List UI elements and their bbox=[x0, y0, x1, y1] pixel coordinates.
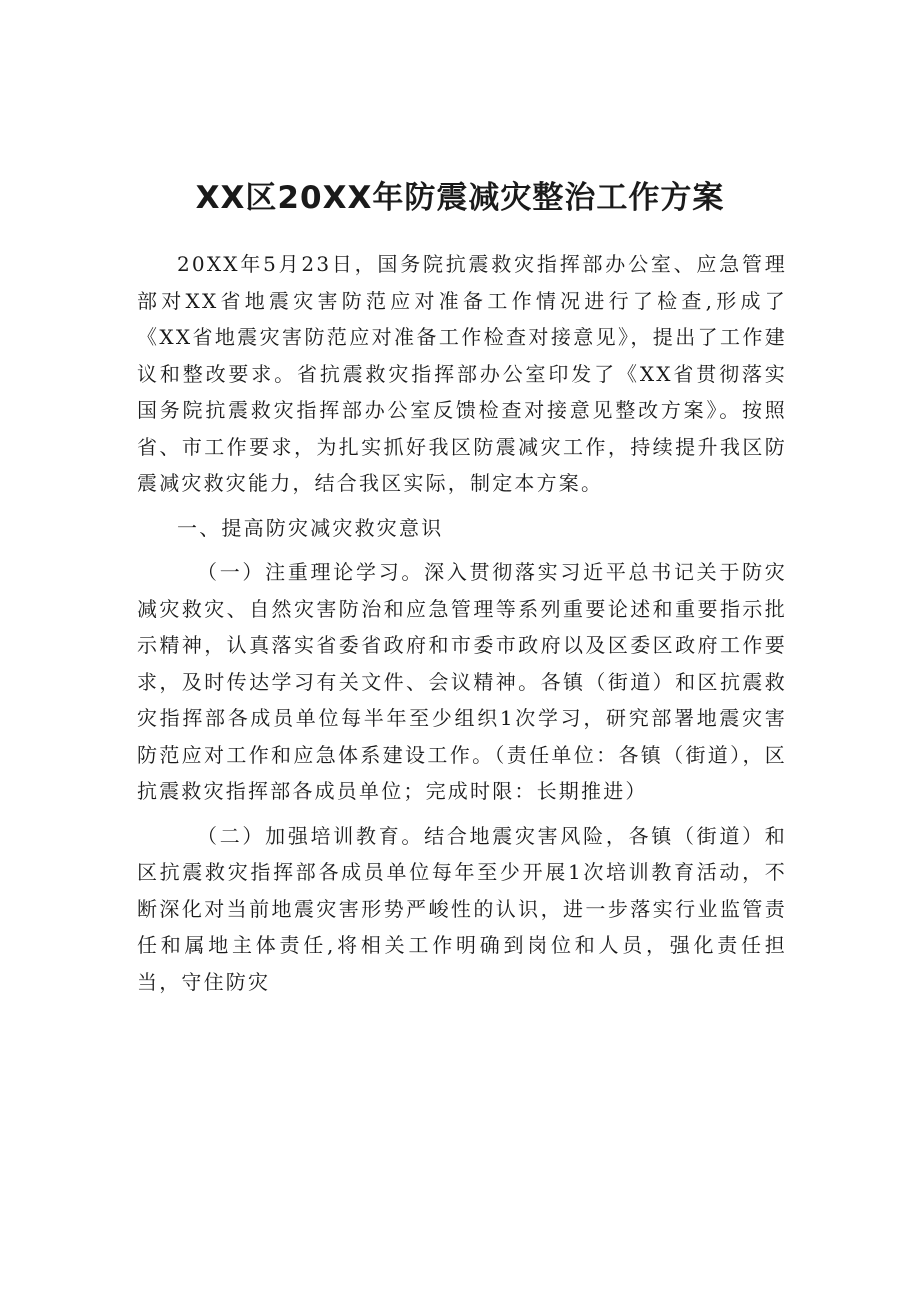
document-title: XX区20XX年防震减灾整治工作方案 bbox=[195, 180, 725, 216]
intro-paragraph: 20XX年5月23日，国务院抗震救灾指挥部办公室、应急管理部对XX省地震灾害防范应对准备工作情况进行了检查,形成了《XX省地震灾害防范应对准备工作检查对接意见》，提出了工作建议和整改要求。省抗震救灾指挥部办公室印发了《XX省贯彻落实国务院抗震救灾指挥部办公室反馈检查对接意见整改方案》。按照省、市工作要求，为扎实抓好我区防震减灾工作，持续提升我区防震减灾救灾能力，结合我区实际，制定本方案。 bbox=[137, 252, 787, 495]
item-paragraph: （二）加强培训教育。结合地震灾害风险，各镇（街道）和区抗震救灾指挥部各成员单位每年至少开展1次培训教育活动，不断深化对当前地震灾害形势严峻性的认识，进一步落实行业监管责任和属地主体责任,将相关工作明确到岗位和人员，强化责任担当，守住防灾 bbox=[137, 823, 787, 994]
document-body bbox=[137, 246, 787, 1000]
section-heading: 一、提高防灾减灾救灾意识 bbox=[177, 515, 444, 540]
item-paragraph: （一）注重理论学习。深入贯彻落实习近平总书记关于防灾减灾救灾、自然灾害防治和应急管理等系列重要论述和重要指示批示精神，认真落实省委省政府和市委市政府以及区委区政府工作要求，及时传达学习有关文件、会议精神。各镇（街道）和区抗震救灾指挥部各成员单位每半年至少组织1次学习，研究部署地震灾害防范应对工作和应急体系建设工作。（责任单位：各镇（街道），区抗震救灾指挥部各成员单位；完成时限：长期推进） bbox=[137, 560, 787, 803]
